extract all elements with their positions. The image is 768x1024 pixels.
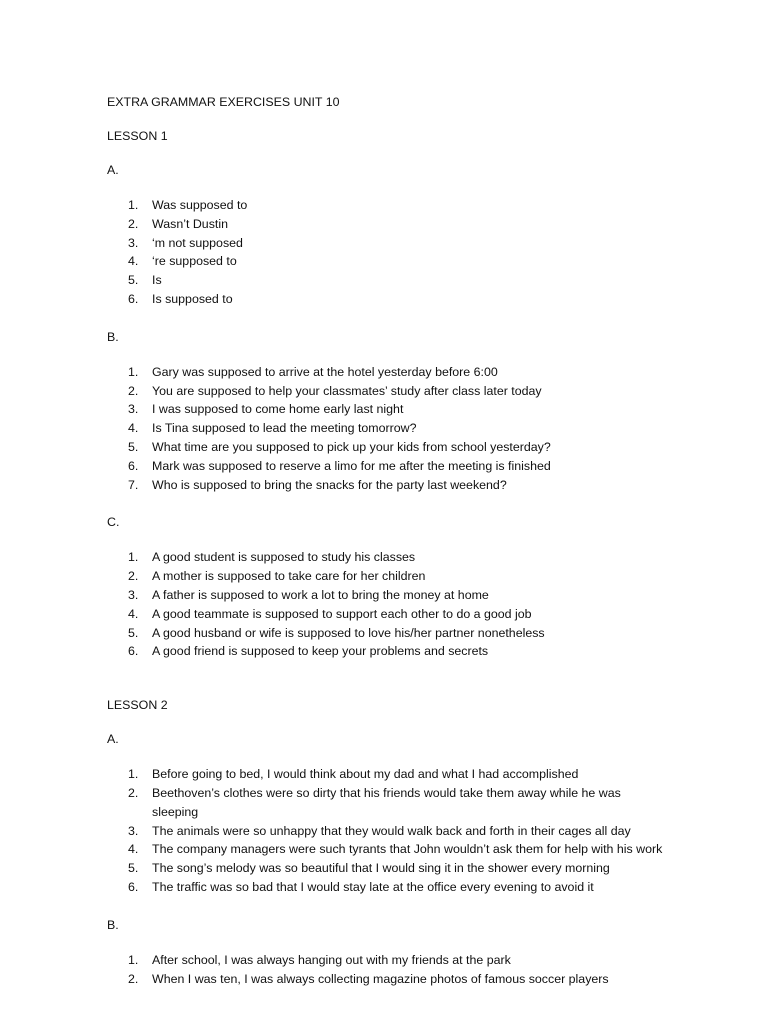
- document-title: EXTRA GRAMMAR EXERCISES UNIT 10: [107, 95, 340, 109]
- item-number: 5.: [128, 861, 139, 876]
- item-text: Before going to bed, I would think about my dad and what I had accomplished: [152, 767, 579, 782]
- item-number: 4.: [128, 842, 139, 857]
- item-number: 2.: [128, 569, 139, 584]
- item-number: 1.: [128, 550, 139, 565]
- exercise-item: [107, 822, 667, 841]
- exercise-list: [107, 548, 667, 661]
- item-number: 4.: [128, 606, 139, 621]
- exercise-item: [107, 605, 667, 624]
- item-text: Wasn’t Dustin: [152, 216, 228, 231]
- item-number: 5.: [128, 439, 139, 454]
- lesson-spacer: [107, 680, 667, 696]
- document-body: [107, 93, 667, 1007]
- exercise-item: [107, 624, 667, 643]
- item-text: Who is supposed to bring the snacks for the party last weekend?: [152, 477, 507, 492]
- item-number: 6.: [128, 458, 139, 473]
- item-number: 6.: [128, 879, 139, 894]
- exercise-item: [107, 457, 667, 476]
- item-text: The company managers were such tyrants that John wouldn’t ask them for help with his work: [152, 842, 663, 857]
- exercise-item: [107, 290, 667, 309]
- exercise-item: [107, 438, 667, 457]
- item-text: I was supposed to come home early last night: [152, 402, 404, 417]
- exercise-item: [107, 252, 667, 271]
- item-number: 5.: [128, 625, 139, 640]
- exercise-list: [107, 765, 667, 897]
- item-number: 4.: [128, 421, 139, 436]
- item-text: After school, I was always hanging out with my friends at the park: [152, 952, 511, 967]
- lesson-heading: LESSON 1: [107, 129, 168, 143]
- exercise-item: [107, 765, 667, 784]
- item-text: Beethoven’s clothes were so dirty that his friends would take them away while he was sleeping: [152, 785, 621, 819]
- section-label: B.: [107, 329, 119, 344]
- exercise-item: [107, 234, 667, 253]
- exercise-item: [107, 586, 667, 605]
- item-text: Gary was supposed to arrive at the hotel yesterday before 6:00: [152, 364, 498, 379]
- exercise-item: [107, 382, 667, 401]
- lessons-container: [107, 127, 667, 988]
- exercise-item: [107, 784, 667, 822]
- item-text: A good student is supposed to study his classes: [152, 550, 416, 565]
- exercise-item: [107, 419, 667, 438]
- item-number: 3.: [128, 587, 139, 602]
- exercise-list: [107, 196, 667, 309]
- exercise-item: [107, 271, 667, 290]
- item-text: The song’s melody was so beautiful that I would sing it in the shower every morning: [152, 861, 610, 876]
- item-text: What time are you supposed to pick up your kids from school yesterday?: [152, 439, 551, 454]
- exercise-item: [107, 970, 667, 989]
- item-number: 4.: [128, 254, 139, 269]
- exercise-item: [107, 400, 667, 419]
- exercise-item: [107, 476, 667, 495]
- item-number: 6.: [128, 644, 139, 659]
- section-label: C.: [107, 515, 120, 530]
- item-text: A good husband or wife is supposed to love his/her partner nonetheless: [152, 625, 545, 640]
- item-text: Was supposed to: [152, 198, 248, 212]
- exercise-item: [107, 951, 667, 970]
- item-number: 1.: [128, 952, 139, 967]
- item-number: 1.: [128, 364, 139, 379]
- item-text: The traffic was so bad that I would stay late at the office every evening to avoid it: [152, 879, 594, 894]
- lesson-heading: LESSON 2: [107, 698, 168, 713]
- exercise-list: [107, 951, 667, 989]
- item-text: Is supposed to: [152, 291, 233, 306]
- exercise-item: [107, 642, 667, 661]
- item-number: 2.: [128, 785, 139, 800]
- item-number: 1.: [128, 767, 139, 782]
- exercise-item: [107, 196, 667, 215]
- item-text: A mother is supposed to take care for her children: [152, 569, 426, 584]
- item-text: A good teammate is supposed to support each other to do a good job: [152, 606, 532, 621]
- item-number: 2.: [128, 383, 139, 398]
- item-text: ‘m not supposed: [152, 235, 243, 250]
- item-text: Mark was supposed to reserve a limo for me after the meeting is finished: [152, 458, 551, 473]
- item-number: 7.: [128, 477, 139, 492]
- item-number: 3.: [128, 402, 139, 417]
- item-text: The animals were so unhappy that they would walk back and forth in their cages all day: [152, 823, 631, 838]
- exercise-item: [107, 548, 667, 567]
- item-text: Is Tina supposed to lead the meeting tomorrow?: [152, 421, 417, 436]
- item-number: 2.: [128, 971, 139, 986]
- item-number: 3.: [128, 235, 139, 250]
- section-label: A.: [107, 732, 119, 747]
- section-label: A.: [107, 163, 119, 177]
- item-text: A father is supposed to work a lot to bring the money at home: [152, 587, 489, 602]
- item-number: 2.: [128, 216, 139, 231]
- item-number: 5.: [128, 273, 139, 288]
- item-text: You are supposed to help your classmates’ study after class later today: [152, 383, 542, 398]
- exercise-item: [107, 363, 667, 382]
- section-label: B.: [107, 917, 119, 932]
- exercise-item: [107, 840, 667, 859]
- exercise-item: [107, 567, 667, 586]
- exercise-item: [107, 878, 667, 897]
- item-text: When I was ten, I was always collecting magazine photos of famous soccer players: [152, 971, 609, 986]
- item-number: 6.: [128, 291, 139, 306]
- item-text: A good friend is supposed to keep your problems and secrets: [152, 644, 489, 659]
- item-number: 3.: [128, 823, 139, 838]
- item-text: ‘re supposed to: [152, 254, 237, 269]
- item-text: Is: [152, 273, 162, 288]
- item-number: 1.: [128, 198, 139, 212]
- exercise-list: [107, 363, 667, 495]
- exercise-item: [107, 215, 667, 234]
- exercise-item: [107, 859, 667, 878]
